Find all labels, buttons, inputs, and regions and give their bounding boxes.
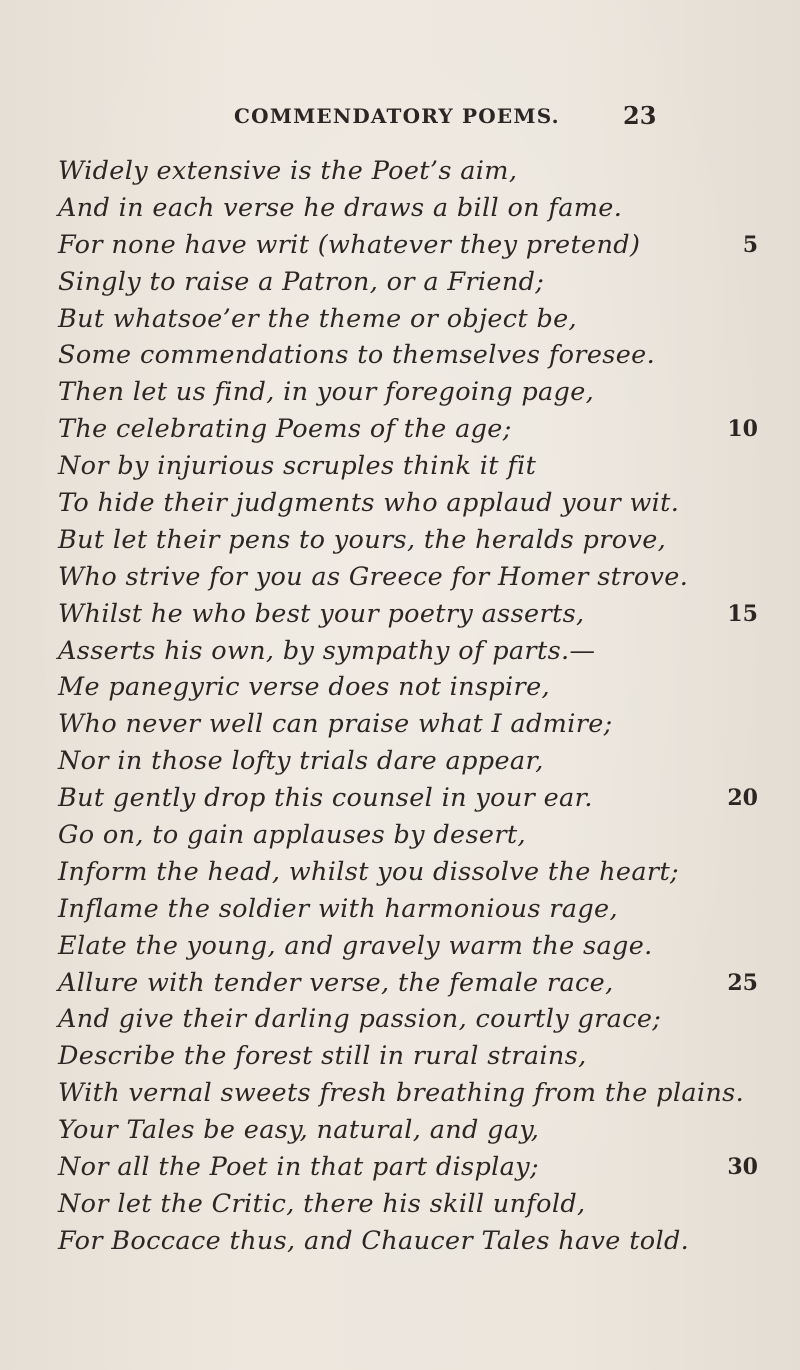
line-number: 30 [727, 1154, 758, 1181]
poem-line [58, 374, 758, 411]
poem-line-text: And give their darling passion, courtly grace; [58, 1004, 662, 1035]
poem-line [58, 448, 758, 485]
poem-line-text: For Boccace thus, and Chaucer Tales have told. [58, 1225, 690, 1256]
poem-line-text: Inflame the soldier with harmonious rage, [58, 893, 618, 924]
poem-line-text: For none have writ (whatever they pretend) [58, 229, 641, 260]
poem-line [58, 780, 758, 817]
poem-line [58, 559, 758, 596]
poem-line-text: Singly to raise a Patron, or a Friend; [58, 266, 545, 297]
poem-line-text: Inform the head, whilst you dissolve the heart; [58, 856, 679, 887]
poem-line-text: Who strive for you as Greece for Homer strove. [58, 561, 689, 592]
poem-line [58, 1001, 758, 1038]
poem-line [58, 596, 758, 633]
poem-line-text: Nor all the Poet in that part display; [58, 1152, 539, 1183]
poem-line [58, 337, 758, 374]
poem-line [58, 301, 758, 338]
poem-line-text: With vernal sweets fresh breathing from the plains. [58, 1078, 745, 1109]
line-number: 5 [742, 231, 758, 258]
poem-line-text: To hide their judgments who applaud your wit. [58, 488, 680, 519]
poem-line-text: Me panegyric verse does not inspire, [58, 672, 550, 703]
running-head: COMMENDATORY POEMS. [234, 104, 560, 128]
poem-line-text: Allure with tender verse, the female race, [58, 967, 614, 998]
poem-line [58, 817, 758, 854]
poem-line [58, 264, 758, 301]
poem-line [58, 965, 758, 1002]
poem-line-text: Nor let the Critic, there his skill unfold, [58, 1188, 586, 1219]
poem-line [58, 153, 758, 190]
poem-body [58, 153, 758, 1260]
line-number: 10 [727, 416, 758, 443]
poem-line [58, 1075, 758, 1112]
poem-line-text: But whatsoe’er the theme or object be, [58, 303, 578, 334]
poem-line [58, 227, 758, 264]
poem-line-text: But let their pens to yours, the heralds prove, [58, 524, 667, 555]
page-header [0, 101, 800, 140]
page-number: 23 [623, 101, 657, 130]
poem-line-text: Describe the forest still in rural strains, [58, 1041, 587, 1072]
poem-line-text: Go on, to gain applauses by desert, [58, 820, 526, 851]
poem-line [58, 743, 758, 780]
poem-line-text: But gently drop this counsel in your ear. [58, 783, 593, 814]
poem-line-text: Elate the young, and gravely warm the sage. [58, 930, 653, 961]
poem-line [58, 190, 758, 227]
poem-line-text: Whilst he who best your poetry asserts, [58, 598, 585, 629]
poem-line-text: The celebrating Poems of the age; [58, 414, 512, 445]
poem-line [58, 522, 758, 559]
poem-line-text: Your Tales be easy, natural, and gay, [58, 1115, 540, 1146]
poem-line [58, 891, 758, 928]
line-number: 15 [727, 600, 758, 627]
poem-line-text: Some commendations to themselves foresee. [58, 340, 656, 371]
poem-line [58, 1112, 758, 1149]
poem-line [58, 706, 758, 743]
line-number: 25 [727, 969, 758, 996]
poem-line-text: And in each verse he draws a bill on fame. [58, 192, 623, 223]
poem-line [58, 1186, 758, 1223]
poem-line-text: Nor by injurious scruples think it fit [58, 451, 537, 482]
poem-line [58, 1149, 758, 1186]
poem-line [58, 854, 758, 891]
poem-line [58, 633, 758, 670]
poem-line-text: Who never well can praise what I admire; [58, 709, 613, 740]
poem-line [58, 411, 758, 448]
poem-line [58, 1038, 758, 1075]
poem-line [58, 669, 758, 706]
line-number: 20 [727, 785, 758, 812]
poem-line [58, 1223, 758, 1260]
poem-line [58, 928, 758, 965]
poem-line-text: Nor in those lofty trials dare appear, [58, 746, 544, 777]
poem-line-text: Then let us find, in your foregoing page, [58, 377, 595, 408]
poem-line [58, 485, 758, 522]
poem-line-text: Asserts his own, by sympathy of parts.— [58, 635, 596, 666]
poem-line-text: Widely extensive is the Poet’s aim, [58, 156, 518, 186]
